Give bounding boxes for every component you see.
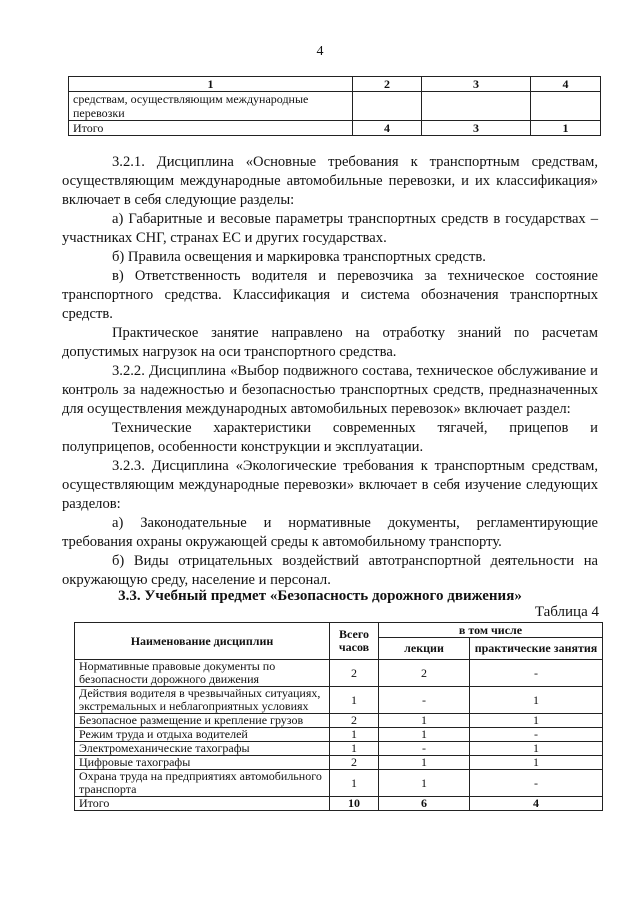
row-total: 2 (330, 660, 379, 687)
row-total: 2 (330, 756, 379, 770)
row-practical: - (470, 660, 603, 687)
row-practical: 1 (531, 121, 601, 136)
paragraph: а) Габаритные и весовые параметры транспортных средств в государствах – участниках СНГ, странах ЕС и других государствах. (62, 211, 598, 246)
row-practical: 1 (470, 742, 603, 756)
paragraph: Практическое занятие направлено на отработку знаний по расчетам допустимых нагрузок на оси транспортного средства. (62, 325, 598, 360)
row-name: Охрана труда на предприятиях автомобильного транспорта (75, 770, 330, 797)
table-row (75, 728, 603, 742)
paragraph: 3.2.2. Дисциплина «Выбор подвижного состава, техническое обслуживание и контроль за надежностью и безопасностью транспортных средств, предназначенных для осуществления международных автомобильных перевозок» включает раздел: (62, 363, 598, 417)
row-practical: 4 (470, 797, 603, 811)
row-name: Действия водителя в чрезвычайных ситуациях, экстремальных и неблагоприятных условиях (75, 687, 330, 714)
row-practical: 1 (470, 756, 603, 770)
row-lectures: 1 (379, 770, 470, 797)
table-total-row (69, 121, 601, 136)
table-row (75, 660, 603, 687)
row-total: 1 (330, 728, 379, 742)
row-name: Безопасное размещение и крепление грузов (75, 714, 330, 728)
continued-hours-table (68, 76, 601, 136)
row-name: Цифровые тахографы (75, 756, 330, 770)
section-title: 3.3. Учебный предмет «Безопасность дорожного движения» (118, 588, 522, 604)
paragraph: в) Ответственность водителя и перевозчика за техническое состояние транспортного средства. Классификация и система обозначения транспортных средств. (62, 268, 598, 322)
road-safety-table (74, 622, 603, 811)
row-practical (531, 92, 601, 121)
row-lectures: 1 (379, 714, 470, 728)
row-total: 4 (353, 121, 422, 136)
paragraph: б) Правила освещения и маркировка транспортных средств. (112, 249, 486, 265)
row-lectures: - (379, 687, 470, 714)
col-header-1: 1 (69, 77, 353, 92)
table-header-row (69, 77, 601, 92)
col-header-3: 3 (422, 77, 531, 92)
table-total-row (75, 797, 603, 811)
header-lectures: лекции (379, 638, 470, 660)
row-practical: 1 (470, 687, 603, 714)
header-name: Наименование дисциплин (75, 623, 330, 660)
row-lectures: 2 (379, 660, 470, 687)
table-row (69, 92, 601, 121)
table-header-row (75, 623, 603, 638)
row-practical: - (470, 770, 603, 797)
row-name: Итого (75, 797, 330, 811)
row-name: Электромеханические тахографы (75, 742, 330, 756)
row-lectures: 6 (379, 797, 470, 811)
row-name: средствам, осуществляющим международные перевозки (69, 92, 353, 121)
row-name: Нормативные правовые документы по безопасности дорожного движения (75, 660, 330, 687)
row-total: 1 (330, 770, 379, 797)
row-lectures: 1 (379, 756, 470, 770)
body-text (62, 153, 598, 590)
row-name: Режим труда и отдыха водителей (75, 728, 330, 742)
row-practical: - (470, 728, 603, 742)
table-row (75, 742, 603, 756)
row-name: Итого (69, 121, 353, 136)
header-total: Всего часов (330, 623, 379, 660)
row-lectures: - (379, 742, 470, 756)
row-lectures: 1 (379, 728, 470, 742)
row-total: 1 (330, 742, 379, 756)
row-total: 2 (330, 714, 379, 728)
paragraph: б) Виды отрицательных воздействий автотранспортной деятельности на окружающую среду, население и персонал. (62, 553, 598, 588)
page-number: 4 (316, 44, 324, 59)
col-header-2: 2 (353, 77, 422, 92)
row-total: 10 (330, 797, 379, 811)
header-practical: практические занятия (470, 638, 603, 660)
col-header-4: 4 (531, 77, 601, 92)
table-row (75, 687, 603, 714)
table-row (75, 756, 603, 770)
row-lectures: 3 (422, 121, 531, 136)
paragraph: 3.2.1. Дисциплина «Основные требования к транспортным средствам, осуществляющим международные автомобильные перевозки, и их классификация» включает в себя следующие разделы: (62, 154, 598, 208)
table-row (75, 714, 603, 728)
row-total (353, 92, 422, 121)
row-lectures (422, 92, 531, 121)
header-including: в том числе (379, 623, 603, 638)
table-row (75, 770, 603, 797)
paragraph: 3.2.3. Дисциплина «Экологические требования к транспортным средствам, осуществляющим международные перевозки» включает в себя изучение следующих разделов: (62, 458, 598, 512)
row-practical: 1 (470, 714, 603, 728)
paragraph: а) Законодательные и нормативные документы, регламентирующие требования охраны окружающей среды к автомобильному транспорту. (62, 515, 598, 550)
row-total: 1 (330, 687, 379, 714)
table-label: Таблица 4 (534, 604, 599, 620)
paragraph: Технические характеристики современных тягачей, прицепов и полуприцепов, особенности конструкции и эксплуатации. (62, 420, 598, 455)
